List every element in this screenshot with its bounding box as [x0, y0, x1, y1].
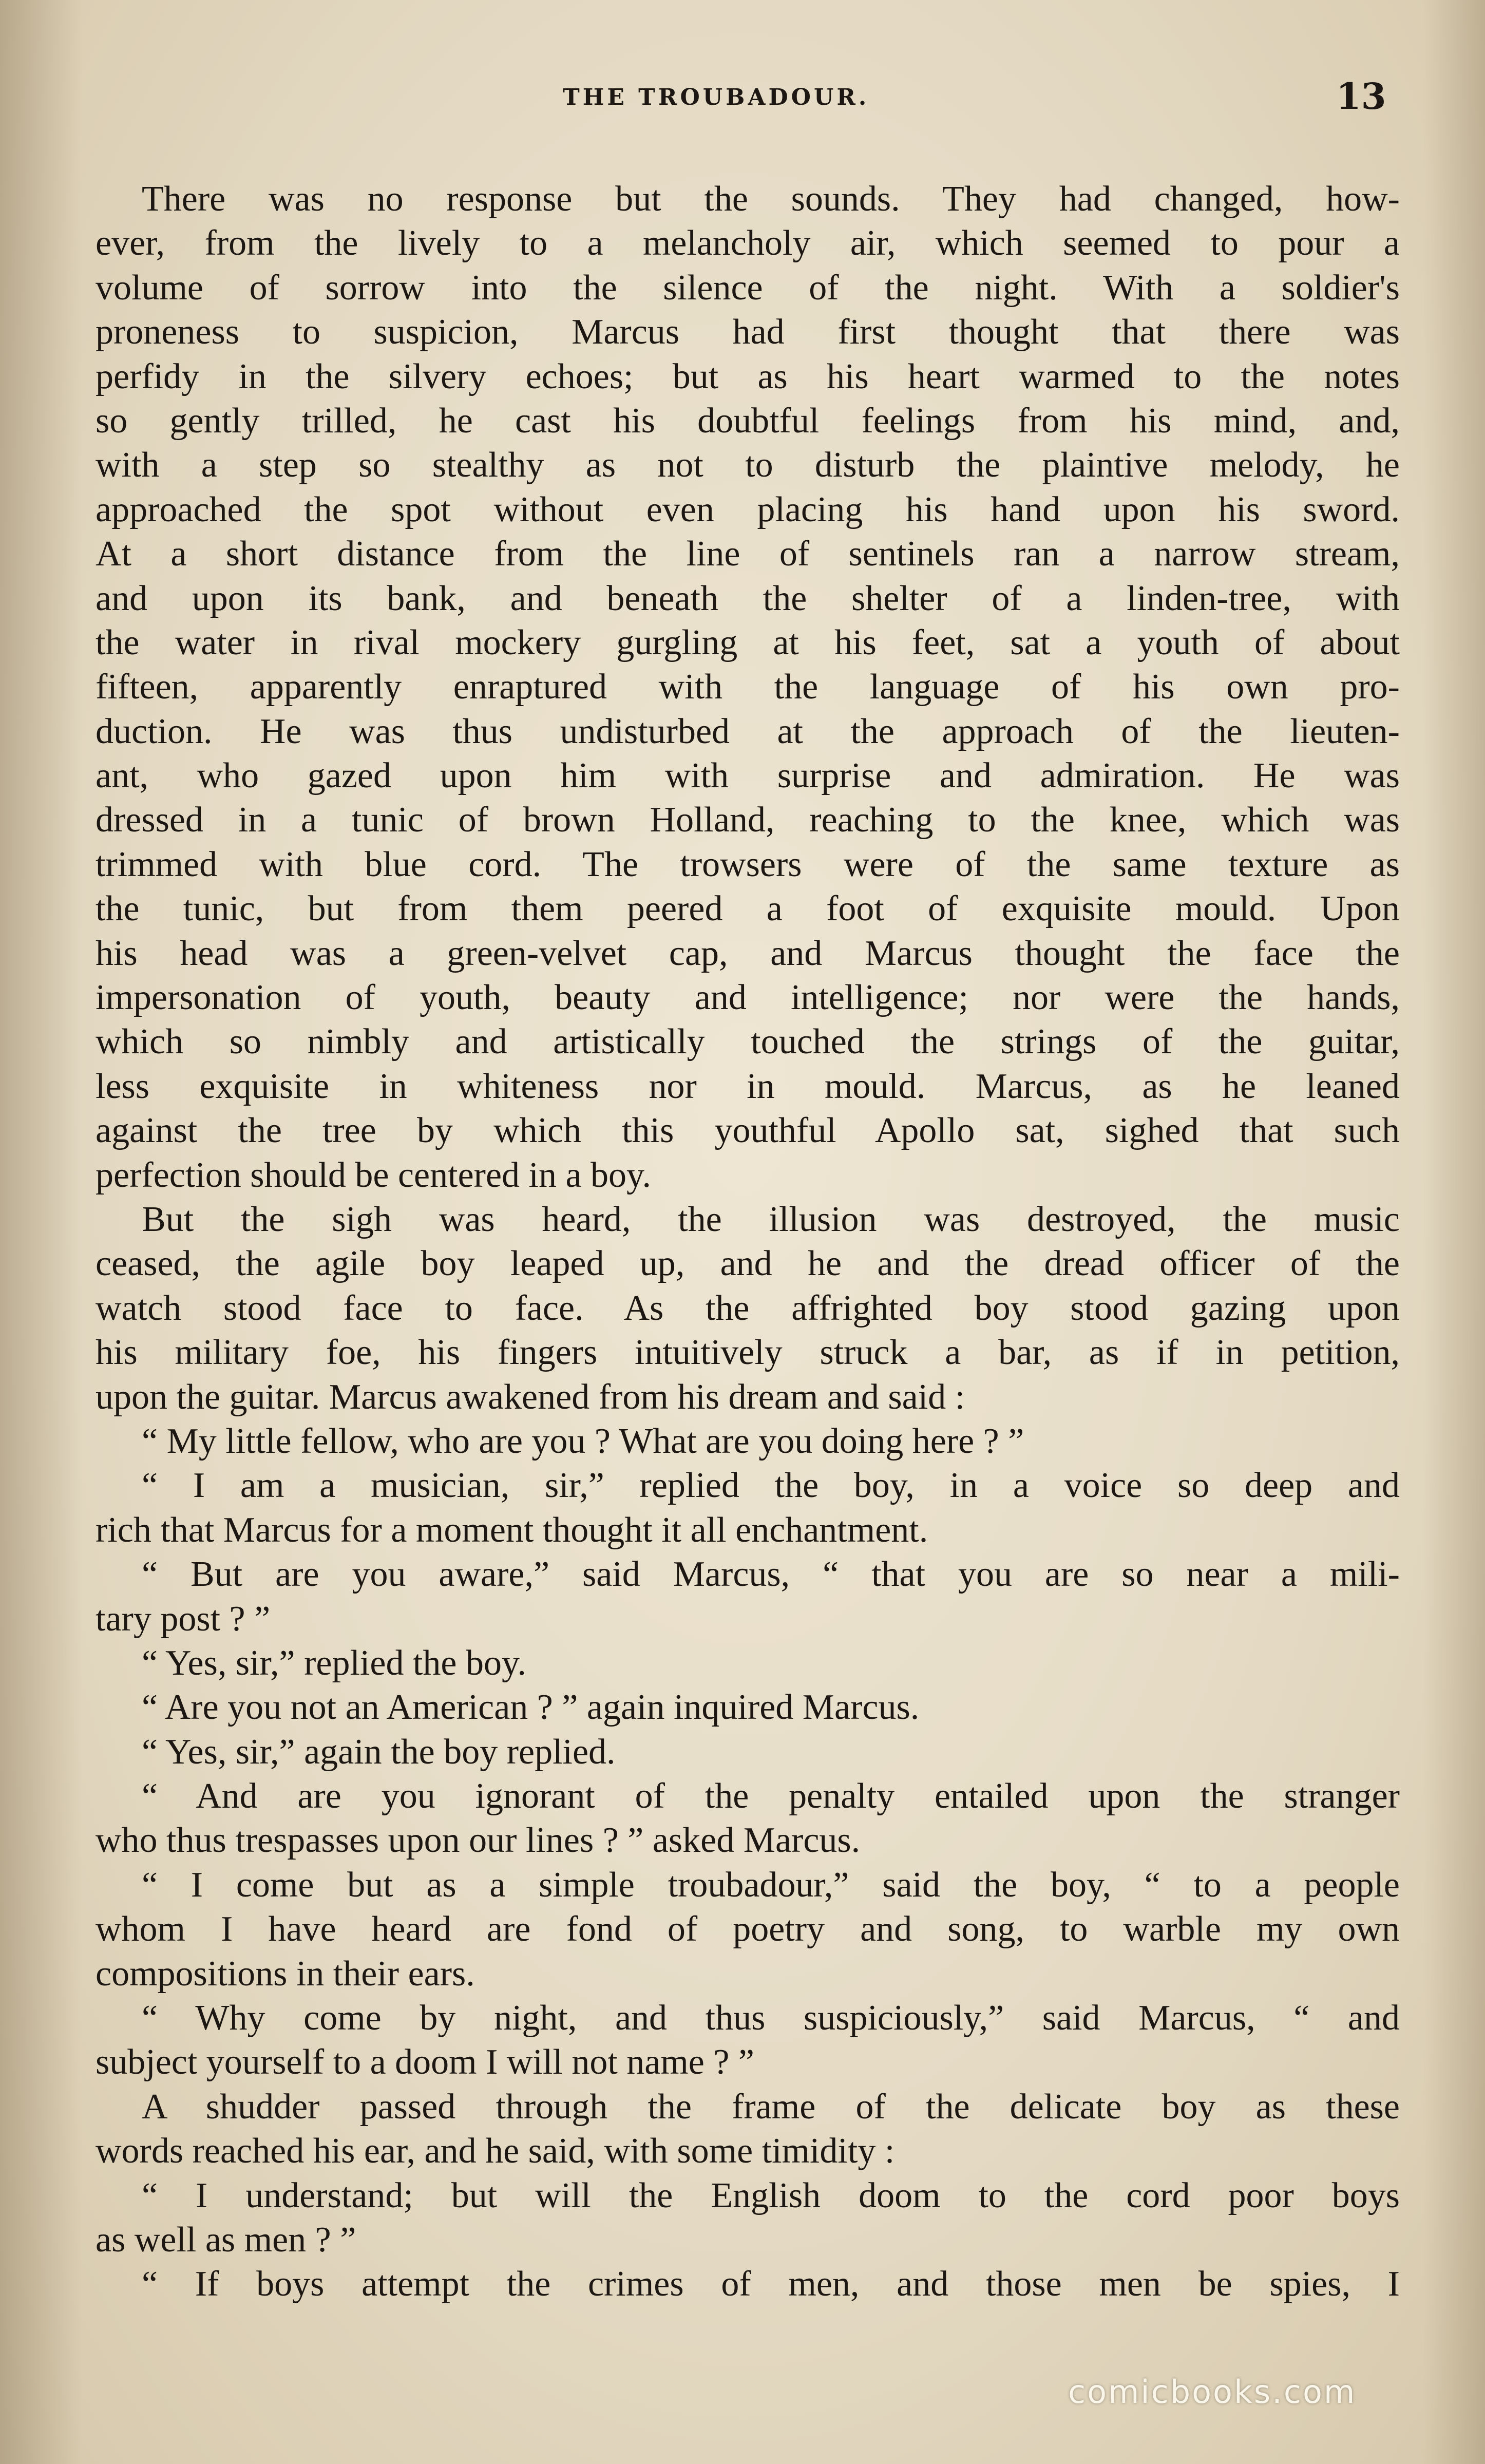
text-line: volume of sorrow into the silence of the night. With a soldier's: [96, 268, 1400, 308]
text-line: his military foe, his fingers intuitively struck a bar, as if in petition,: [96, 1333, 1400, 1373]
text-line: But the sigh was heard, the illusion was destroyed, the music: [142, 1199, 1400, 1239]
text-line: the tunic, but from them peered a foot of exquisite mould. Upon: [96, 889, 1400, 929]
text-line: compositions in their ears.: [96, 1954, 475, 1994]
text-line: as well as men ? ”: [96, 2220, 356, 2260]
text-line: watch stood face to face. As the affrighted boy stood gazing upon: [96, 1288, 1400, 1328]
text-line: fifteen, apparently enraptured with the language of his own pro-: [96, 667, 1400, 707]
text-line: less exquisite in whiteness nor in mould. Marcus, as he leaned: [96, 1066, 1400, 1106]
text-line: perfidy in the silvery echoes; but as his heart warmed to the notes: [96, 356, 1400, 396]
text-line: “ If boys attempt the crimes of men, and those men be spies, I: [142, 2264, 1400, 2304]
text-line: duction. He was thus undisturbed at the approach of the lieuten-: [96, 711, 1400, 751]
text-line: dressed in a tunic of brown Holland, reaching to the knee, which was: [96, 800, 1400, 840]
text-line: “ My little fellow, who are you ? What are you doing here ? ”: [142, 1421, 1024, 1461]
text-line: “ Yes, sir,” again the boy replied.: [142, 1732, 616, 1772]
running-title: THE TROUBADOUR.: [563, 84, 870, 110]
text-line: ceased, the agile boy leaped up, and he and the dread officer of the: [96, 1244, 1400, 1284]
text-line: “ I am a musician, sir,” replied the boy, in a voice so deep and: [142, 1466, 1400, 1506]
text-line: the water in rival mockery gurgling at his feet, sat a youth of about: [96, 622, 1400, 662]
page-number: 13: [1336, 75, 1386, 118]
text-line: trimmed with blue cord. The trowsers were of the same texture as: [96, 844, 1400, 884]
text-line: subject yourself to a doom I will not name ? ”: [96, 2042, 755, 2082]
text-line: which so nimbly and artistically touched the strings of the guitar,: [96, 1022, 1400, 1062]
text-line: upon the guitar. Marcus awakened from his dream and said :: [96, 1377, 965, 1417]
text-line: “ Why come by night, and thus suspiciously,” said Marcus, “ and: [142, 1998, 1400, 2038]
text-line: words reached his ear, and he said, with some timidity :: [96, 2131, 895, 2171]
text-line: At a short distance from the line of sentinels ran a narrow stream,: [96, 534, 1400, 574]
text-line: ever, from the lively to a melancholy air, which seemed to pour a: [96, 223, 1400, 263]
text-line: “ And are you ignorant of the penalty entailed upon the stranger: [142, 1776, 1400, 1816]
text-line: approached the spot without even placing his hand upon his sword.: [96, 489, 1400, 529]
body-text: [96, 177, 1400, 2307]
text-line: against the tree by which this youthful Apollo sat, sighed that such: [96, 1111, 1400, 1151]
text-line: proneness to suspicion, Marcus had first thought that there was: [96, 312, 1400, 352]
text-line: impersonation of youth, beauty and intelligence; nor were the hands,: [96, 978, 1400, 1018]
text-line: “ Are you not an American ? ” again inquired Marcus.: [142, 1688, 920, 1728]
text-line: so gently trilled, he cast his doubtful feelings from his mind, and,: [96, 401, 1400, 441]
text-line: whom I have heard are fond of poetry and song, to warble my own: [96, 1909, 1400, 1949]
text-line: A shudder passed through the frame of the delicate boy as these: [142, 2087, 1400, 2127]
page-right-shadow: [1423, 0, 1485, 2464]
text-line: tary post ? ”: [96, 1599, 271, 1639]
text-line: with a step so stealthy as not to disturb the plaintive melody, he: [96, 445, 1400, 485]
text-line: and upon its bank, and beneath the shelter of a linden-tree, with: [96, 578, 1400, 618]
text-line: rich that Marcus for a moment thought it all enchantment.: [96, 1510, 928, 1550]
page-left-shadow: [0, 0, 82, 2464]
text-line: “ Yes, sir,” replied the boy.: [142, 1643, 526, 1683]
text-line: who thus trespasses upon our lines ? ” asked Marcus.: [96, 1821, 861, 1861]
text-line: his head was a green-velvet cap, and Marcus thought the face the: [96, 933, 1400, 973]
text-line: “ I come but as a simple troubadour,” said the boy, “ to a people: [142, 1865, 1400, 1905]
text-line: There was no response but the sounds. They had changed, how-: [142, 179, 1400, 219]
text-line: perfection should be centered in a boy.: [96, 1155, 651, 1195]
text-line: “ I understand; but will the English doom to the cord poor boys: [142, 2175, 1400, 2215]
text-line: “ But are you aware,” said Marcus, “ that you are so near a mili-: [142, 1555, 1400, 1595]
site-watermark: comicbooks.com: [1068, 2373, 1357, 2411]
running-head: [0, 77, 1485, 123]
text-line: ant, who gazed upon him with surprise and admiration. He was: [96, 756, 1400, 796]
